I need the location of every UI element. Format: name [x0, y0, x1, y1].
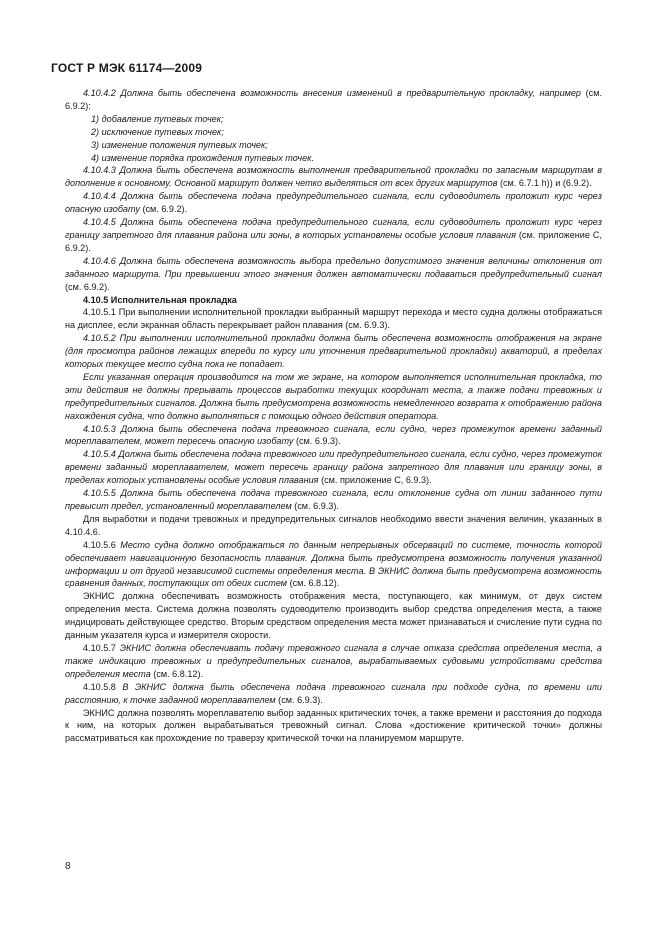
paragraph-4-10-5-6-cont: ЭКНИС должна обеспечивать возможность отображения места, поступающего, как минимум, от двух систем определения места. Система должна позволять судоводителю производить выбор средства определения места, а также индицировать действующее средство. Вторым средством определения места может признаваться и счисление пути судна по данным указателя курса и измерителя скорости. [65, 591, 602, 641]
paragraph-4-10-5-2-cont: Если указанная операция производится на том же экране, на котором выполняется исполнительная прокладка, то эти действия не должны прерывать процессов выработки текущих координат места, а также подачи тревожных и предупредительных сигналов. Должна быть предусмотрена возможность немедленного возврата к отображению района нахождения судна, что должно выполняться с помощью одного действия оператора. [65, 371, 602, 421]
paragraph-4-10-4-6: 4.10.4.6 Должна быть обеспечена возможность выбора предельно допустимого значения величины отклонения от заданного маршрута. При превышении этого значения должен автоматически подаваться предупредительный сигнал (см. 6.9.2). [65, 255, 602, 292]
list-item: 3) изменение положения путевых точек; [91, 139, 268, 150]
section-heading: 4.10.5 Исполнительная прокладка [83, 294, 237, 305]
paragraph-4-10-5-1: 4.10.5.1 При выполнении исполнительной прокладки выбранный маршрут перехода и место судна должны отображаться на дисплее, если экранная область перекрывает район плавания (см. 6.9.3). [65, 307, 602, 331]
paragraph-4-10-5-4: 4.10.5.4 Должна быть обеспечена подача тревожного или предупредительного сигнала, если судно, через промежуток времени заданный мореплавателем, может пересечь границу района запретного для плавания или границу зоны, в пределах которых установлены особые условия плавания (см. приложение С, 6.9.3). [65, 449, 602, 486]
list-item: 1) добавление путевых точек; [91, 113, 224, 124]
list-item: 4) изменение порядка прохождения путевых точек. [91, 152, 314, 163]
paragraph-4-10-4-3: 4.10.4.3 Должна быть обеспечена возможность выполнения предварительной прокладки по запасным маршрутам в дополнение к основному. Основной маршрут должен четко выделяться от всех других маршрутов (см. 6.7.1 h)) и (6.9.2). [65, 165, 602, 189]
paragraph-4-10-5-3: 4.10.5.3 Должна быть обеспечена подача тревожного сигнала, если судно, через промежуток времени заданный мореплавателем, может пересечь опасную изобату (см. 6.9.3). [65, 423, 602, 447]
paragraph-4-10-4-2: 4.10.4.2 Должна быть обеспечена возможность внесения изменений в предварительную прокладку, например (см. 6.9.2): [65, 88, 602, 111]
page-number: 8 [65, 861, 71, 872]
document-header: ГОСТ Р МЭК 61174—2009 [51, 61, 203, 75]
paragraph-4-10-5-8-cont: ЭКНИС должна позволять мореплавателю выбор заданных критических точек, а также времени и расстояния до подхода к ним, на которых должен вырабатываться тревожный сигнал. Слова «достижение критической точки» должны рассматриваться как прохождение по траверзу критической точки на планируемом маршруте. [65, 707, 602, 744]
list-item: 2) исключение путевых точек; [91, 126, 224, 137]
paragraph-4-10-5-8: 4.10.5.8 В ЭКНИС должна быть обеспечена подача тревожного сигнала при подходе судна, по времени или расстоянию, к точке заданной мореплавателем (см. 6.9.3). [65, 681, 602, 705]
paragraph-4-10-4-4: 4.10.4.4 Должна быть обеспечена подача предупредительного сигнала, если судоводитель проложит курс через опасную изобату (см. 6.9.2). [65, 191, 602, 215]
paragraph-4-10-5-6: 4.10.5.6 Место судна должно отображаться по данным непрерывных обсерваций по системе, точность которой обеспечивает навигационную безопасность плавания. Должна быть предусмотрена возможность получения указанной информации и от другой независимой системы определения места. В ЭКНИС должна быть предусмотрена возможность сравнения данных, поступающих от обеих систем (см. 6.8.12). [65, 539, 602, 589]
paragraph-4-10-5-5: 4.10.5.5 Должна быть обеспечена подача тревожного сигнала, если отклонение судна от линии заданного пути превысит предел, установленный мореплавателем (см. 6.9.3). [65, 488, 602, 511]
paragraph-4-10-5-7: 4.10.5.7 ЭКНИС должна обеспечивать подачу тревожного сигнала в случае отказа средства определения места, а также индикацию тревожных и предупредительных сигналов, вырабатываемых судовыми устройствами средства определения места (см. 6.8.12). [65, 642, 602, 679]
document-body [65, 87, 602, 745]
paragraph-note: Для выработки и подачи тревожных и предупредительных сигналов необходимо ввести значения величин, указанных в 4.10.4.6. [65, 513, 602, 537]
paragraph-4-10-4-5: 4.10.4.5 Должна быть обеспечена подача предупредительного сигнала, если судоводитель проложит курс через границу запретного для плавания района или зоны, в которых установлены особые условия плавания (см. приложение С, 6.9.2). [65, 217, 602, 253]
paragraph-4-10-5-2: 4.10.5.2 При выполнении исполнительной прокладки должна быть обеспечена возможность отображения на экране (для просмотра районов лежащих впереди по курсу или уточнения предварительной прокладки) акваторий, в пределах которых текущее место судна пока не попадает. [65, 333, 602, 370]
